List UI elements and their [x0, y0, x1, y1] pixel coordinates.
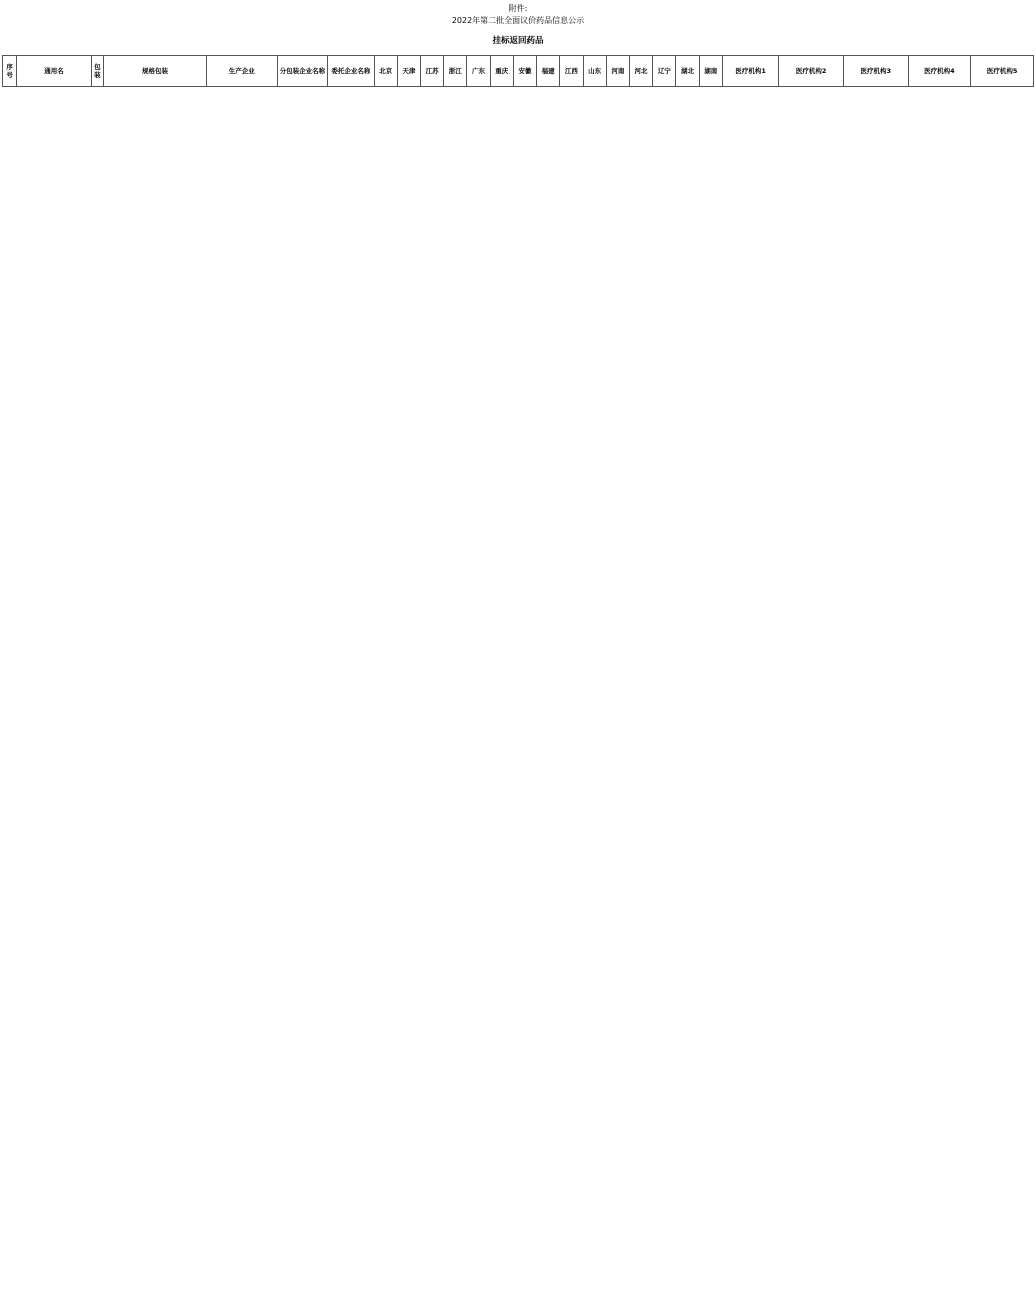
- column-header: 浙江: [444, 56, 467, 87]
- column-header: 医疗机构5: [971, 56, 1034, 87]
- column-header: 天津: [397, 56, 420, 87]
- document-title: 2022年第二批全面议价药品信息公示: [451, 16, 585, 25]
- column-header: 分包装企业名称: [277, 56, 327, 87]
- column-header: 河南: [606, 56, 629, 87]
- column-header: 江西: [560, 56, 583, 87]
- column-header: 医疗机构2: [779, 56, 844, 87]
- column-header: 河北: [629, 56, 652, 87]
- column-header: 医疗机构4: [908, 56, 971, 87]
- column-header: 通用名: [17, 56, 92, 87]
- column-header: 辽宁: [653, 56, 676, 87]
- column-header: 序号: [3, 56, 17, 87]
- annex-label: 附件:: [508, 4, 528, 13]
- column-header: 山东: [583, 56, 606, 87]
- column-header: 重庆: [490, 56, 513, 87]
- column-header: 福建: [537, 56, 560, 87]
- column-header: 江苏: [420, 56, 443, 87]
- column-header: 规格包装: [103, 56, 206, 87]
- column-header: 生产企业: [206, 56, 277, 87]
- table-header-row: [3, 56, 1034, 87]
- column-header: 湖南: [699, 56, 722, 87]
- column-header: 广东: [467, 56, 490, 87]
- column-header: 委托企业名称: [328, 56, 374, 87]
- column-header: 医疗机构3: [843, 56, 908, 87]
- drug-price-table: [2, 55, 1034, 87]
- column-header: 医疗机构1: [722, 56, 779, 87]
- column-header: 北京: [374, 56, 397, 87]
- column-header: 湖北: [676, 56, 699, 87]
- column-header: 包装: [91, 56, 103, 87]
- section-title: 挂标返回药品: [492, 36, 544, 46]
- column-header: 安徽: [513, 56, 536, 87]
